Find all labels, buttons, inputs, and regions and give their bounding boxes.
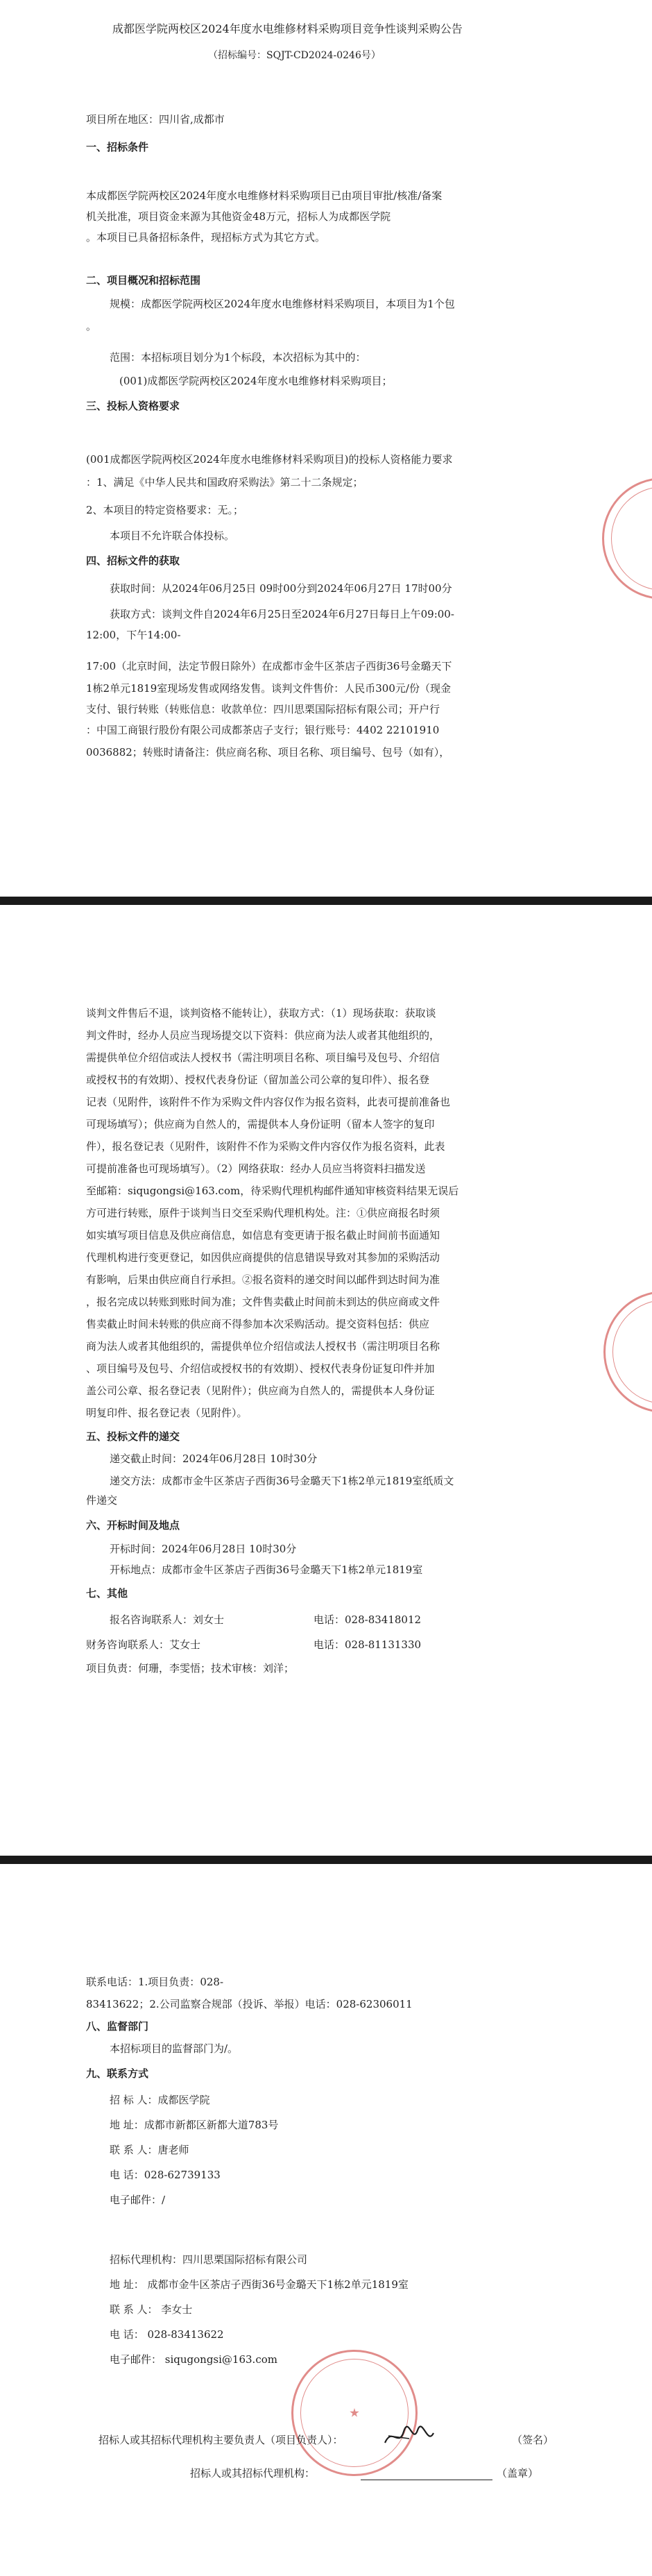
agency-phone: 电 话： 028-83413622 bbox=[110, 2328, 224, 2341]
text-line: 递交截止时间：2024年06月28日 10时30分 bbox=[110, 1452, 318, 1465]
text-line: 可提前准备也可现场填写）。（2）网络获取：经办人员应当将资料扫描发送 bbox=[86, 1162, 426, 1175]
handwritten-signature bbox=[381, 2423, 437, 2451]
tender-number: （招标编号：SQJT-CD2024-0246号） bbox=[208, 50, 381, 61]
text-line: 1栋2单元1819室现场发售或网络发售。谈判文件售价：人民币300元/份（现金 bbox=[86, 682, 451, 695]
signature-line-label: 招标人或其招标代理机构主要负责人（项目负责人）： bbox=[98, 2434, 343, 2446]
official-seal bbox=[602, 477, 652, 600]
contact-phone-line: 83413622；2.公司监察合规部（投诉、举报）电话：028-62306011 bbox=[86, 1998, 413, 2010]
official-seal bbox=[291, 2350, 418, 2476]
text-line: 本成都医学院两校区2024年度水电维修材料采购项目已由项目审批/核准/备案 bbox=[86, 189, 443, 202]
text-line: 范围：本招标项目划分为1个标段，本次招标为其中的： bbox=[110, 351, 366, 364]
section-heading-5: 五、投标文件的递交 bbox=[86, 1430, 180, 1443]
text-line: 本招标项目的监督部门为/。 bbox=[110, 2042, 239, 2055]
stamp-suffix: （盖章） bbox=[497, 2467, 539, 2480]
text-line: 商为法人或者其他组织的，需提供单位介绍信或法人授权书（需注明项目名称 bbox=[86, 1340, 440, 1353]
text-line: 判文件时，经办人员应当现场提交以下资料：供应商为法人或者其他组织的， bbox=[86, 1029, 440, 1042]
text-line: 件），报名登记表（见附件，该附件不作为采购文件内容仅作为报名资料，此表 bbox=[86, 1140, 445, 1153]
text-line: 至邮箱：siqugongsi@163.com，待采购代理机构邮件通知审核资料结果无误后 bbox=[86, 1185, 459, 1197]
text-line: 或授权书的有效期）、授权代表身份证（留加盖公司公章的复印件）、报名登 bbox=[86, 1074, 430, 1086]
text-line: 递交方法：成都市金牛区茶店子西街36号金璐天下1栋2单元1819室纸质文 bbox=[110, 1475, 454, 1487]
section-heading-6: 六、开标时间及地点 bbox=[86, 1519, 180, 1532]
text-line: 支付、银行转账（转账信息：收款单位：四川思栗国际招标有限公司；开户行 bbox=[86, 703, 440, 715]
text-line: ：1、满足《中华人民共和国政府采购法》第二十二条规定； bbox=[86, 476, 363, 489]
section-heading-9: 九、联系方式 bbox=[86, 2067, 149, 2080]
tenderer-name: 招 标 人：成都医学院 bbox=[110, 2094, 210, 2106]
text-line: 。 bbox=[86, 320, 97, 332]
page-1 bbox=[0, 0, 652, 895]
tenderer-address: 地 址：成都市新都区新都大道783号 bbox=[110, 2119, 279, 2131]
stamp-line-label: 招标人或其招标代理机构： bbox=[190, 2467, 316, 2480]
text-line: 17:00（北京时间，法定节假日除外）在成都市金牛区茶店子西街36号金璐天下 bbox=[86, 660, 452, 672]
contact-registration: 报名咨询联系人：刘女士 bbox=[110, 1613, 225, 1626]
text-line: 0036882；转账时请备注：供应商名称、项目名称、项目编号、包号（如有）， bbox=[86, 746, 450, 759]
text-line: 有影响，后果由供应商自行承担。②报名资料的递交时间以邮件到达时间为准 bbox=[86, 1273, 440, 1286]
text-line: 开标地点：成都市金牛区茶店子西街36号金璐天下1栋2单元1819室 bbox=[110, 1564, 423, 1576]
tenderer-contact: 联 系 人：唐老师 bbox=[110, 2144, 189, 2156]
agency-contact: 联 系 人： 李女士 bbox=[110, 2303, 193, 2316]
text-line: 可现场填写）；供应商为自然人的，需提供本人身份证明（留本人签字的复印 bbox=[86, 1118, 435, 1130]
text-line: 12:00，下午14:00- bbox=[86, 629, 181, 641]
section-heading-2: 二、项目概况和招标范围 bbox=[86, 274, 201, 287]
page-3 bbox=[0, 1864, 652, 2576]
text-line: ，报名完成以转账到账时间为准；文件售卖截止时间前未到达的供应商或文件 bbox=[86, 1296, 440, 1308]
agency-email: 电子邮件： siqugongsi@163.com bbox=[110, 2353, 277, 2366]
text-line: 如实填写项目信息及供应商信息，如信息有变更请于报名截止时间前书面通知 bbox=[86, 1229, 440, 1242]
page-divider bbox=[0, 897, 652, 905]
text-line: 售卖截止时间未转账的供应商不得参加本次采购活动。提交资料包括：供应 bbox=[86, 1318, 430, 1330]
stamp-blank bbox=[361, 2466, 492, 2480]
text-line: 开标时间：2024年06月28日 10时30分 bbox=[110, 1543, 297, 1555]
text-line: 。本项目已具备招标条件，现招标方式为其它方式。 bbox=[86, 231, 326, 244]
text-line: ：中国工商银行股份有限公司成都茶店子支行；银行账号：4402 22101910 bbox=[86, 724, 440, 736]
tenderer-email: 电子邮件：/ bbox=[110, 2194, 166, 2206]
text-line: 需提供单位介绍信或法人授权书（需注明项目名称、项目编号及包号、介绍信 bbox=[86, 1051, 440, 1064]
text-line: 明复印件、报名登记表（见附件）。 bbox=[86, 1407, 248, 1419]
official-seal bbox=[603, 1291, 652, 1413]
text-line: 谈判文件售后不退，谈判资格不能转让），获取方式：（1）现场获取：获取谈 bbox=[86, 1007, 436, 1019]
page-divider bbox=[0, 1856, 652, 1864]
contact-finance-phone: 电话：028-81131330 bbox=[314, 1638, 422, 1651]
signature-suffix: （签名） bbox=[512, 2434, 554, 2446]
text-line: 机关批准，项目资金来源为其他资金48万元，招标人为成都医学院 bbox=[86, 210, 391, 223]
text-line: 盖公司公章、报名登记表（见附件）；供应商为自然人的，需提供本人身份证 bbox=[86, 1384, 435, 1397]
text-line: 、项目编号及包号、介绍信或授权书的有效期）、授权代表身份证复印件并加 bbox=[86, 1362, 435, 1375]
section-heading-3: 三、投标人资格要求 bbox=[86, 400, 180, 412]
contact-phone-line: 联系电话：1.项目负责：028- bbox=[86, 1976, 224, 1988]
section-heading-7: 七、其他 bbox=[86, 1587, 128, 1600]
section-heading-4: 四、招标文件的获取 bbox=[86, 554, 180, 567]
agency-name: 招标代理机构：四川思栗国际招标有限公司 bbox=[110, 2253, 308, 2266]
text-line: 2、本项目的特定资格要求：无。； bbox=[86, 504, 244, 516]
page-2 bbox=[0, 905, 652, 1856]
text-line: 代理机构进行变更登记，如因供应商提供的信息错误导致对其参加的采购活动 bbox=[86, 1251, 440, 1264]
tenderer-phone: 电 话：028-62739133 bbox=[110, 2169, 221, 2181]
project-staff: 项目负责：何珊，李雯悟；技术审核：刘洋； bbox=[86, 1662, 295, 1675]
text-line: 本项目不允许联合体投标。 bbox=[110, 529, 235, 542]
text-line: (001)成都医学院两校区2024年度水电维修材料采购项目； bbox=[119, 375, 393, 387]
text-line: 获取方式：谈判文件自2024年6月25日至2024年6月27日每日上午09:00- bbox=[110, 608, 454, 620]
agency-address: 地 址： 成都市金牛区茶店子西街36号金璐天下1栋2单元1819室 bbox=[110, 2278, 409, 2291]
project-location: 项目所在地区：四川省,成都市 bbox=[86, 113, 225, 126]
section-heading-1: 一、招标条件 bbox=[86, 141, 149, 153]
contact-finance: 财务咨询联系人：艾女士 bbox=[86, 1638, 201, 1651]
section-heading-8: 八、监督部门 bbox=[86, 2020, 149, 2033]
text-line: 件递交 bbox=[86, 1494, 118, 1507]
announcement-title: 成都医学院两校区2024年度水电维修材料采购项目竞争性谈判采购公告 bbox=[112, 22, 463, 35]
text-line: 方可进行转账，原件于谈判当日交至采购代理机构处。注：①供应商报名时须 bbox=[86, 1207, 440, 1219]
text-line: 获取时间：从2024年06月25日 09时00分到2024年06月27日 17时00分 bbox=[110, 582, 452, 595]
contact-registration-phone: 电话：028-83418012 bbox=[314, 1613, 422, 1626]
text-line: 规模：成都医学院两校区2024年度水电维修材料采购项目，本项目为1个包 bbox=[110, 298, 455, 310]
text-line: (001成都医学院两校区2024年度水电维修材料采购项目)的投标人资格能力要求 bbox=[86, 453, 453, 466]
text-line: 记表（见附件，该附件不作为采购文件内容仅作为报名资料，此表可提前准备也 bbox=[86, 1096, 451, 1108]
